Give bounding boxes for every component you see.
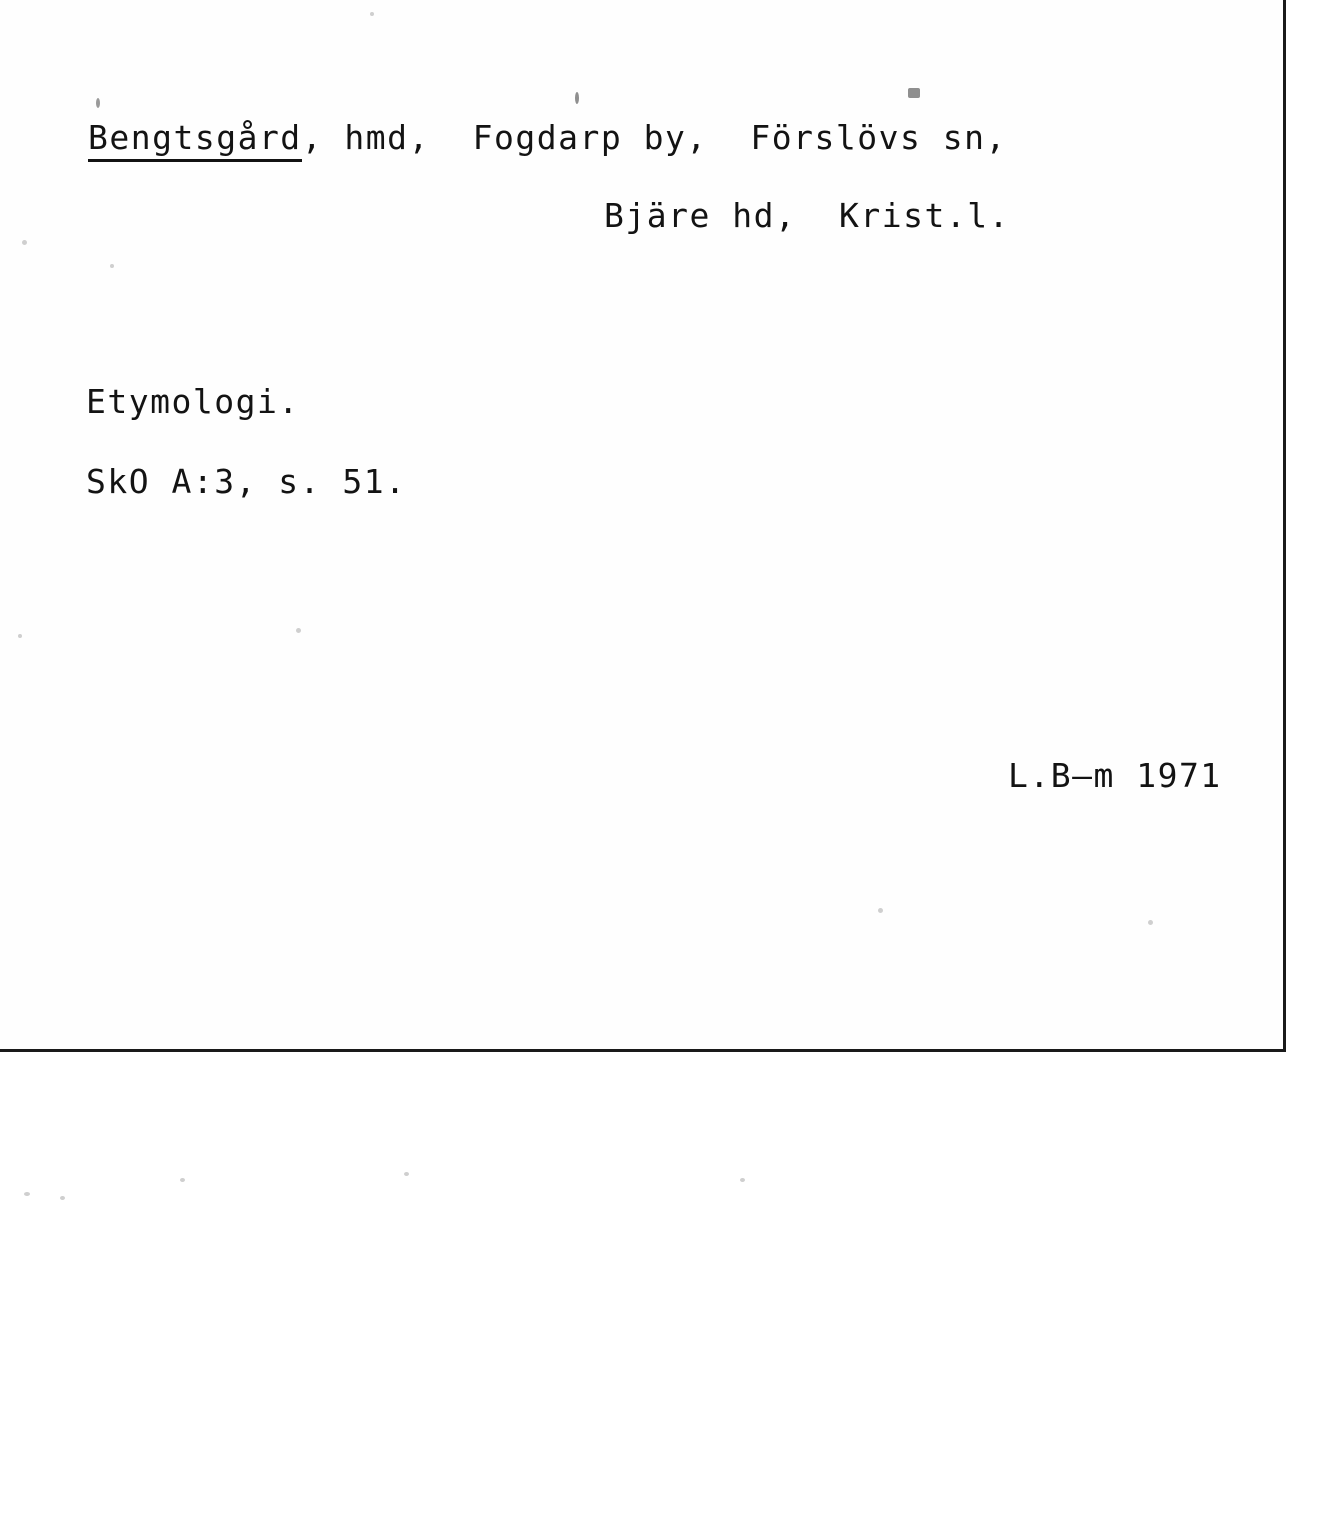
- scan-speck: [575, 92, 579, 104]
- scan-speck: [22, 240, 27, 245]
- place-line: Bjäre hd, Krist.l.: [604, 196, 1010, 235]
- headword-suffix: , hmd, Fogdarp by, Förslövs sn,: [301, 118, 1007, 157]
- scan-speck: [1148, 920, 1153, 925]
- reference-citation: SkO A:3, s. 51.: [86, 462, 407, 501]
- scan-speck: [18, 634, 22, 638]
- scan-speck: [296, 628, 301, 633]
- scan-speck: [878, 908, 883, 913]
- scan-margin: [0, 1052, 1323, 1524]
- scan-speck: [110, 264, 114, 268]
- signature: L.B—m 1971: [1008, 756, 1222, 795]
- scan-speck: [60, 1196, 65, 1200]
- scan-speck: [180, 1178, 185, 1182]
- scan-speck: [24, 1192, 30, 1196]
- headword-line: [88, 118, 1007, 157]
- scan-speck: [404, 1172, 409, 1176]
- etymology-label: Etymologi.: [86, 382, 300, 421]
- headword: Bengtsgård: [88, 118, 302, 162]
- scan-speck: [908, 88, 920, 98]
- scan-speck: [370, 12, 374, 16]
- scan-speck: [740, 1178, 745, 1182]
- scan-speck: [96, 98, 100, 108]
